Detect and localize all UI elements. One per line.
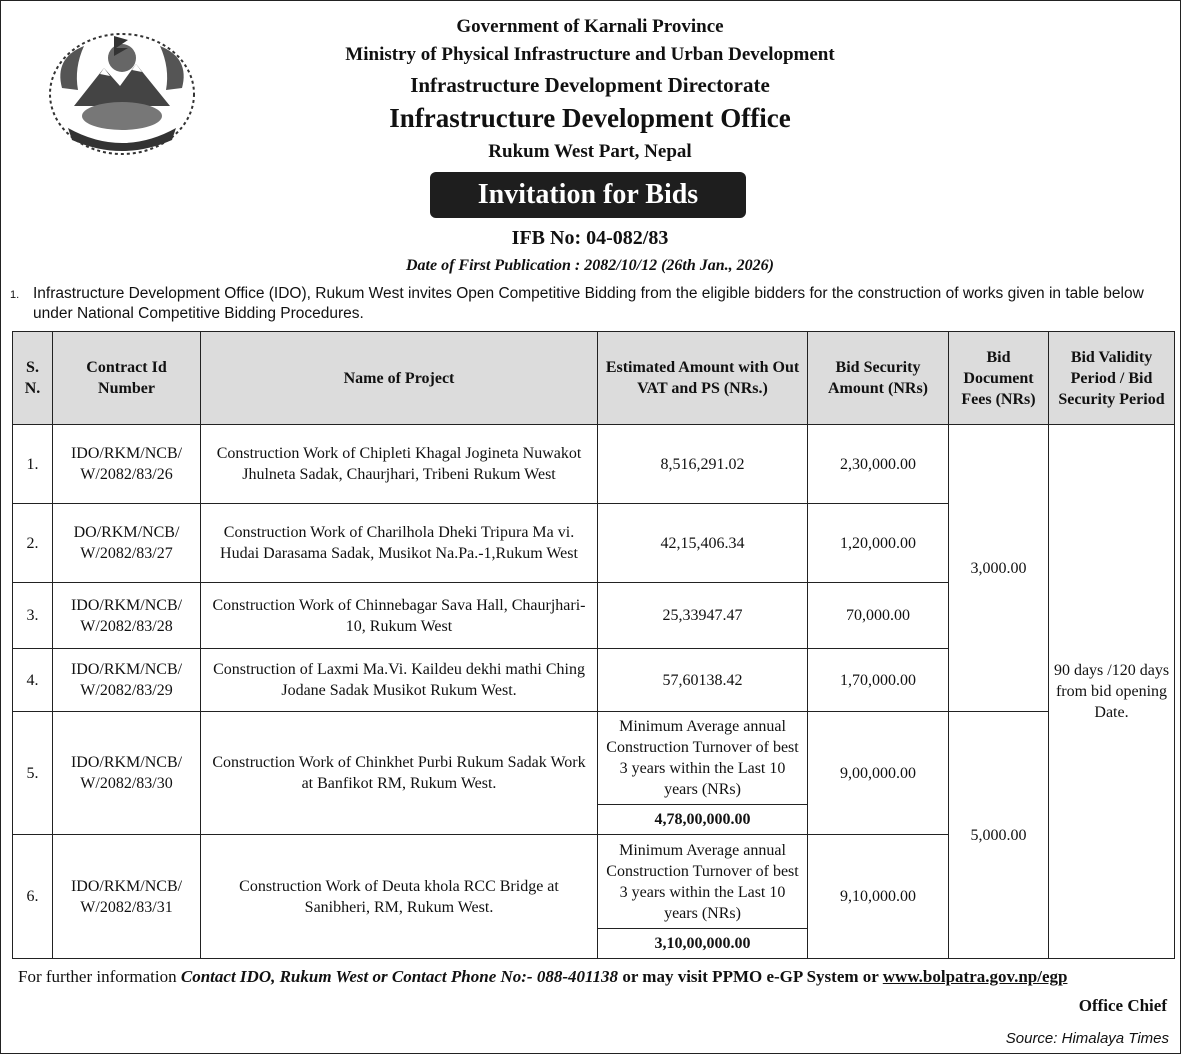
header-project: Name of Project <box>201 332 598 425</box>
footer-contact: Contact IDO, Rukum West or Contact Phone No:- 088-401138 <box>180 967 619 986</box>
row-sn: 5. <box>13 712 53 835</box>
row-contract-id: IDO/RKM/NCB/ W/2082/83/28 <box>53 583 201 649</box>
row-sn: 6. <box>13 835 53 959</box>
row-project: Construction Work of Chipleti Khagal Jogineta Nuwakot Jhulneta Sadak, Chaurjhari, Tribeni Rukum West <box>201 425 598 504</box>
row-project: Construction Work of Deuta khola RCC Bridge at Sanibheri, RM, Rukum West. <box>201 835 598 959</box>
row-sn: 3. <box>13 583 53 649</box>
signatory: Office Chief <box>1078 996 1167 1015</box>
row-estimated: 8,516,291.02 <box>598 425 808 504</box>
row-project: Construction Work of Chinnebagar Sava Hall, Chaurjhari-10, Rukum West <box>201 583 598 649</box>
header-contract-id: Contract Id Number <box>53 332 201 425</box>
ifb-number: IFB No: 04-082/83 <box>511 227 669 249</box>
intro-text: Infrastructure Development Office (IDO), Rukum West invites Open Competitive Bidding from the eligible bidders for the construction of works given in table below under National Competitive Bidding Procedures. <box>33 285 1144 322</box>
row-contract-id: IDO/RKM/NCB/ W/2082/83/31 <box>53 835 201 959</box>
header-doc-fees: Bid Document Fees (NRs) <box>949 332 1049 425</box>
row-sn: 1. <box>13 425 53 504</box>
publication-date: Date of First Publication : 2082/10/12 (26th Jan., 2026) <box>405 257 774 274</box>
table-row <box>13 712 1175 805</box>
row-project: Construction Work of Charilhola Dheki Tripura Ma vi. Hudai Darasama Sadak, Musikot Na.Pa.-1,Rukum West <box>201 504 598 583</box>
office-title: Infrastructure Development Office <box>389 103 791 133</box>
header-security: Bid Security Amount (NRs) <box>808 332 949 425</box>
header-sn: S. N. <box>13 332 53 425</box>
row-sn: 4. <box>13 649 53 712</box>
row-security: 70,000.00 <box>808 583 949 649</box>
row-security: 1,70,000.00 <box>808 649 949 712</box>
office-location: Rukum West Part, Nepal <box>488 141 692 162</box>
row-turnover: 3,10,00,000.00 <box>598 929 808 959</box>
table-row <box>13 425 1175 504</box>
doc-fee-group2: 5,000.00 <box>949 712 1049 959</box>
row-estimated: 57,60138.42 <box>598 649 808 712</box>
validity-period: 90 days /120 days from bid opening Date. <box>1049 425 1175 959</box>
row-project: Construction of Laxmi Ma.Vi. Kaildeu dekhi mathi Ching Jodane Sadak Musikot Rukum West. <box>201 649 598 712</box>
intro-number: 1. <box>10 289 20 301</box>
doc-fee-group1: 3,000.00 <box>949 425 1049 712</box>
invitation-banner: Invitation for Bids <box>430 172 746 218</box>
directorate-title: Infrastructure Development Directorate <box>410 73 770 97</box>
source-credit: Source: Himalaya Times <box>1005 1030 1169 1047</box>
footer-prefix: For further information <box>18 967 181 986</box>
row-contract-id: IDO/RKM/NCB/ W/2082/83/29 <box>53 649 201 712</box>
row-contract-id: IDO/RKM/NCB/ W/2082/83/30 <box>53 712 201 835</box>
footer-info <box>18 967 1067 987</box>
header-estimated: Estimated Amount with Out VAT and PS (NRs.) <box>598 332 808 425</box>
footer-middle: or may visit PPMO e-GP System or <box>618 967 883 986</box>
row-contract-id: IDO/RKM/NCB/ W/2082/83/26 <box>53 425 201 504</box>
row-security: 1,20,000.00 <box>808 504 949 583</box>
row-security: 9,10,000.00 <box>808 835 949 959</box>
row-turnover: 4,78,00,000.00 <box>598 805 808 835</box>
row-project: Construction Work of Chinkhet Purbi Rukum Sadak Work at Banfikot RM, Rukum West. <box>201 712 598 835</box>
row-estimated: Minimum Average annual Construction Turnover of best 3 years within the Last 10 years (NRs) <box>598 835 808 929</box>
header-validity: Bid Validity Period / Bid Security Period <box>1049 332 1175 425</box>
row-estimated: 25,33947.47 <box>598 583 808 649</box>
ministry-title: Ministry of Physical Infrastructure and Urban Development <box>345 44 835 65</box>
row-estimated: Minimum Average annual Construction Turnover of best 3 years within the Last 10 years (NRs) <box>598 712 808 805</box>
egp-link[interactable]: www.bolpatra.gov.np/egp <box>882 967 1068 986</box>
row-sn: 2. <box>13 504 53 583</box>
government-title: Government of Karnali Province <box>456 16 724 37</box>
bids-table <box>12 331 1175 959</box>
nepal-emblem-icon <box>44 28 200 158</box>
row-contract-id: DO/RKM/NCB/ W/2082/83/27 <box>53 504 201 583</box>
row-security: 2,30,000.00 <box>808 425 949 504</box>
row-security: 9,00,000.00 <box>808 712 949 835</box>
row-estimated: 42,15,406.34 <box>598 504 808 583</box>
